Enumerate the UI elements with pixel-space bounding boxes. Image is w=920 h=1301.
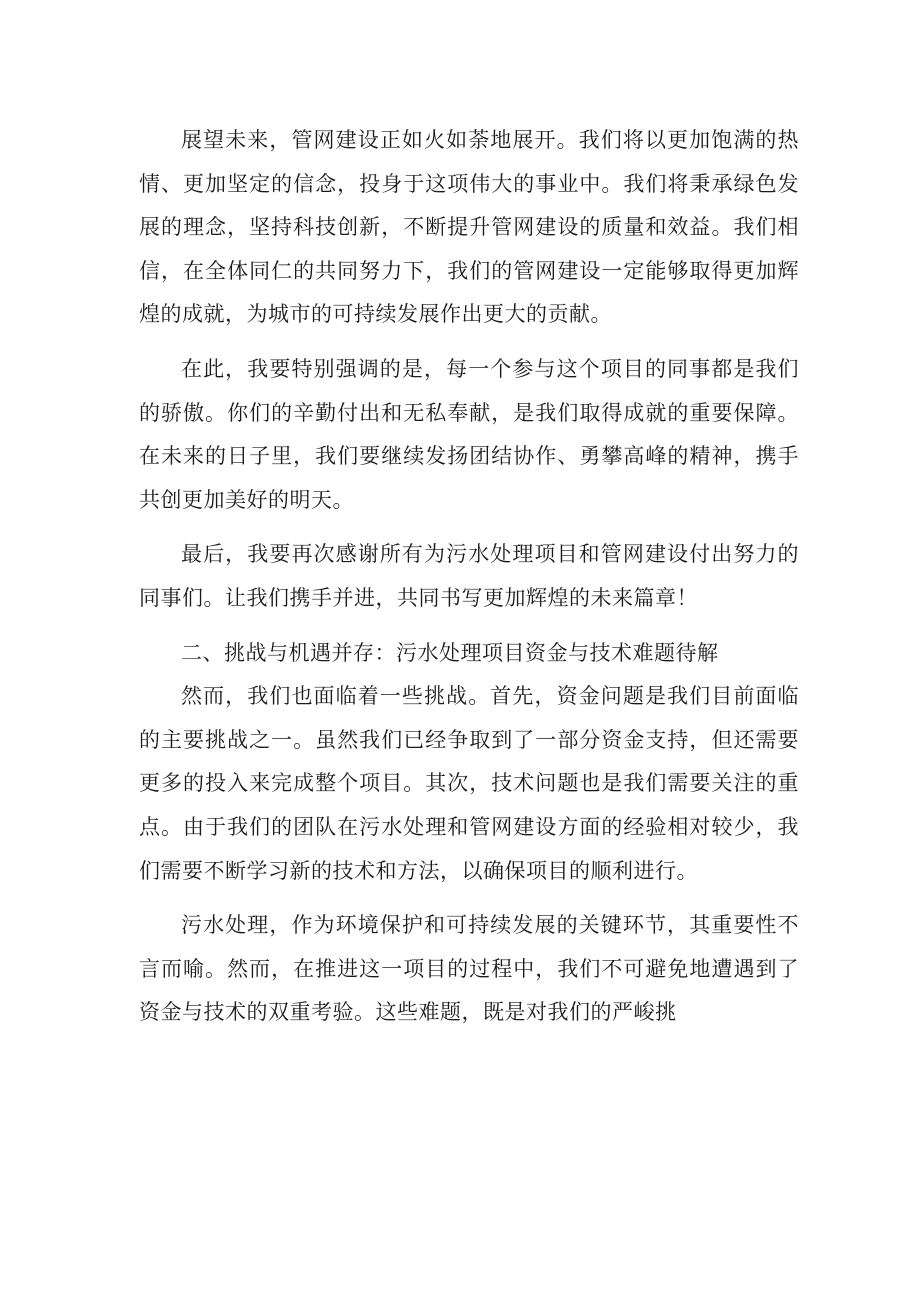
paragraph-outlook: 展望未来，管网建设正如火如荼地展开。我们将以更加饱满的热情、更加坚定的信念，投身于这项伟大的事业中。我们将秉承绿色发展的理念，坚持科技创新，不断提升管网建设的质量和效益。我们相信，在全体同仁的共同努力下，我们的管网建设一定能够取得更加辉煌的成就，为城市的可持续发展作出更大的贡献。 xyxy=(139,128,799,327)
section-heading: 二、挑战与机遇并存：污水处理项目资金与技术难题待解 xyxy=(181,640,719,665)
document-body xyxy=(139,119,799,1046)
paragraph-sewage-treatment: 污水处理，作为环境保护和可持续发展的关键环节，其重要性不言而喻。然而，在推进这一项目的过程中，我们不可避免地遭遇到了资金与技术的双重考验。这些难题，既是对我们的严峻挑 xyxy=(139,913,799,1025)
paragraph-colleagues-pride: 在此，我要特别强调的是，每一个参与这个项目的同事都是我们的骄傲。你们的辛勤付出和无私奉献，是我们取得成就的重要保障。在未来的日子里，我们要继续发扬团结协作、勇攀高峰的精神，携手共创更加美好的明天。 xyxy=(139,356,799,512)
paragraph-thanks: 最后，我要再次感谢所有为污水处理项目和管网建设付出努力的同事们。让我们携手并进，共同书写更加辉煌的未来篇章！ xyxy=(139,542,799,610)
paragraph-challenges: 然而，我们也面临着一些挑战。首先，资金问题是我们目前面临的主要挑战之一。虽然我们已经争取到了一部分资金支持，但还需要更多的投入来完成整个项目。其次，技术问题也是我们需要关注的重点。由于我们的团队在污水处理和管网建设方面的经验相对较少，我们需要不断学习新的技术和方法，以确保项目的顺利进行。 xyxy=(139,684,799,883)
